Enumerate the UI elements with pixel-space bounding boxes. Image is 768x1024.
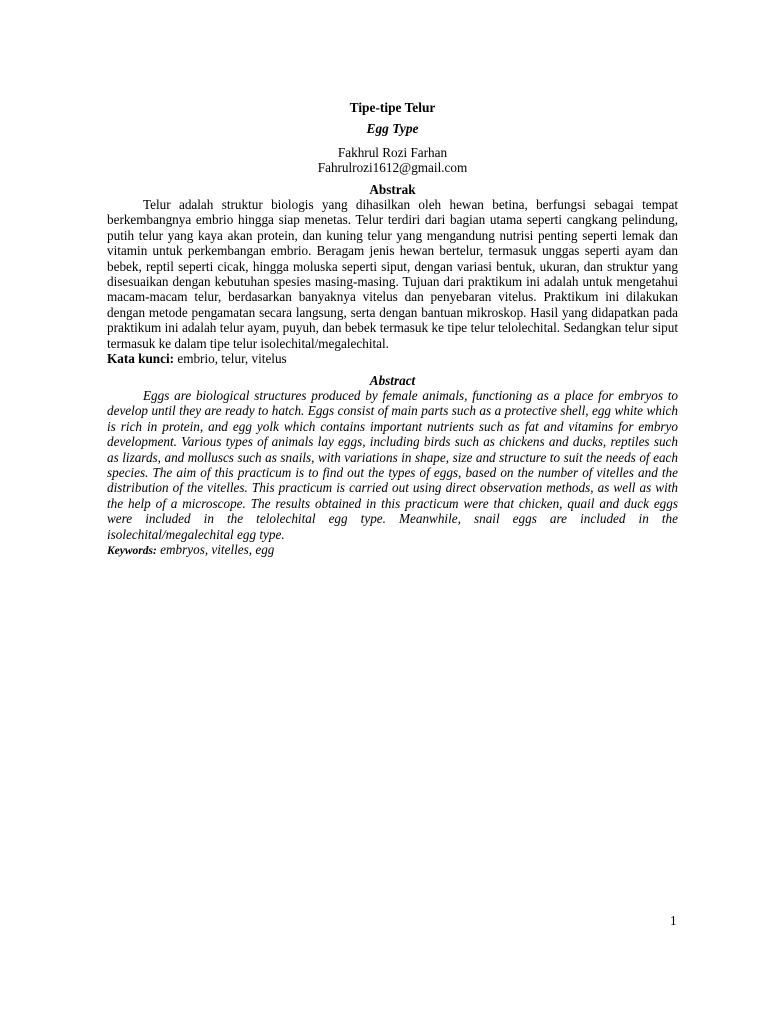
abstract-text: Eggs are biological structures produced by female animals, functioning as a place for embryos to develop until they are ready to hatch. Eggs consist of main parts such as a protective shell, egg white which is rich in protein, and egg yolk which contains important nutrients such as fat and vitamins for embryo development. Various types of animals lay eggs, including birds such as chickens and ducks, reptiles such as lizards, and molluscs such as snails, with variations in shape, size and structure to suit the needs of each species. The aim of this practicum is to find out the types of eggs, based on the number of vitelles and the distribution of the vitelles. This practicum is carried out using direct observation methods, as well as with the help of a microscope. The results obtained in this practicum were that chicken, quail and duck eggs were included in the telolechital egg type. Meanwhile, snail eggs are included in the isolechital/megalechital egg type. — [107, 387, 678, 542]
kata-kunci-line — [107, 351, 678, 366]
keywords-label: Keywords: — [107, 544, 157, 557]
kata-kunci-values: embrio, telur, vitelus — [177, 351, 287, 367]
page-number: 1 — [670, 913, 677, 928]
abstract-heading: Abstract — [369, 372, 416, 388]
author-name: Fakhrul Rozi Farhan — [337, 144, 448, 160]
paper-subtitle: Egg Type — [366, 121, 419, 137]
keywords-line — [107, 542, 678, 559]
abstrak-heading: Abstrak — [369, 181, 416, 197]
paper-title: Tipe-tipe Telur — [349, 100, 436, 115]
keywords-values: embryos, vitelles, egg — [160, 541, 275, 557]
document-page — [107, 100, 678, 559]
abstrak-text: Telur adalah struktur biologis yang dihasilkan oleh hewan betina, berfungsi sebagai tempat berkembangnya embrio hingga siap menetas. Telur terdiri dari bagian utama seperti cangkang pelindung, putih telur yang kaya akan protein, dan kuning telur yang mengandung nutrisi penting seperti lemak dan vitamin untuk perkembangan embrio. Beragam jenis hewan bertelur, termasuk unggas seperti ayam dan bebek, reptil seperti cicak, hingga moluska seperti siput, dengan variasi bentuk, ukuran, dan struktur yang disesuaikan dengan kebutuhan spesies masing-masing. Tujuan dari praktikum ini adalah untuk mengetahui macam-macam telur, berdasarkan banyaknya vitelus dan penyebaran vitelus. Praktikum ini dilakukan dengan metode pengamatan secara langsung, serta dengan bantuan mikroskop. Hasil yang didapatkan pada praktikum ini adalah telur ayam, puyuh, dan bebek termasuk ke tipe telur telolechital. Sedangkan telur siput termasuk ke dalam tipe telur isolechital/megalechital. — [107, 197, 678, 351]
author-email: Fahrulrozi1612@gmail.com — [317, 160, 468, 176]
kata-kunci-label: Kata kunci: — [107, 351, 175, 367]
